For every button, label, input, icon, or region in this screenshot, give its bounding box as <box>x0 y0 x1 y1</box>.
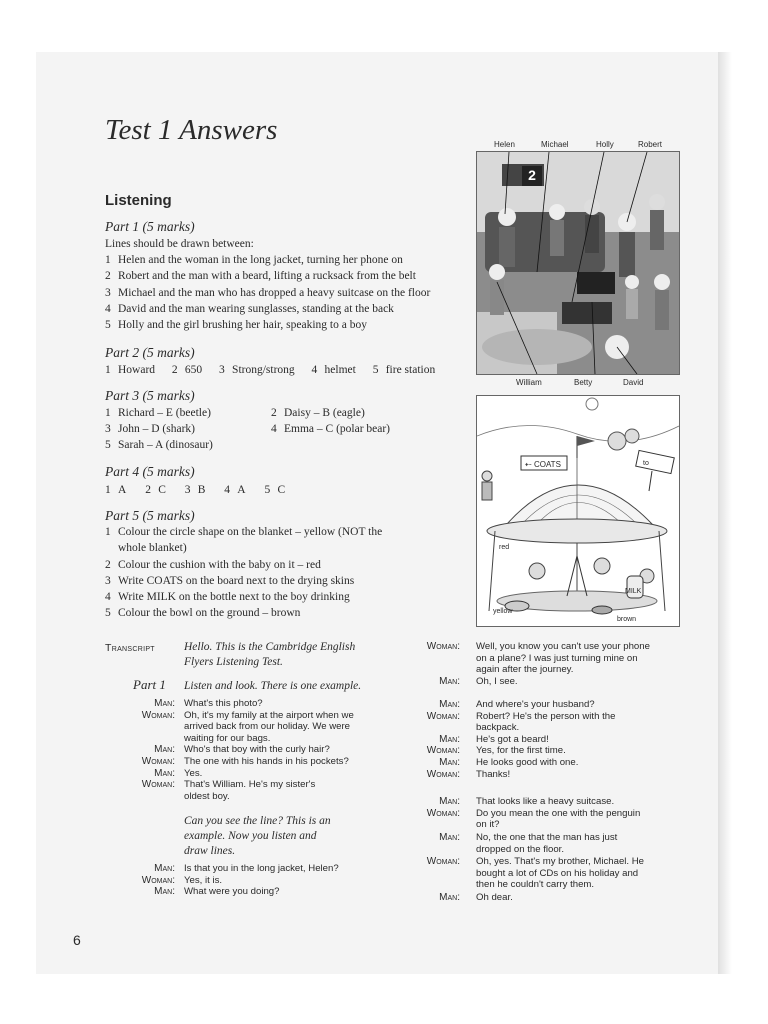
label-yellow: yellow <box>493 608 513 615</box>
line: What's this photo? <box>184 698 263 709</box>
dialogue-left-1 <box>115 698 415 808</box>
speaker: Woman: <box>426 710 460 722</box>
line: And where's your husband? <box>476 699 595 710</box>
section-heading: Listening <box>105 192 172 209</box>
list-item: 4 Write MILK on the bottle next to the boy drinking <box>105 591 350 604</box>
tent-illustration <box>476 395 680 627</box>
line: Do you mean the one with the penguin <box>476 807 641 819</box>
speaker: Woman: <box>426 856 460 867</box>
line: Oh, it's my family at the airport when we <box>184 709 354 721</box>
list-item: 5 Sarah – A (dinosaur) <box>105 439 213 451</box>
line: He looks good with one. <box>476 757 579 768</box>
line: bought a lot of CDs on his holiday and <box>476 867 639 879</box>
list-item: 3 Write COATS on the board next to the drying skins <box>105 574 355 587</box>
line: oldest boy. <box>184 790 230 802</box>
transcript-part-label: Part 1 <box>133 677 166 692</box>
line: backpack. <box>476 722 520 734</box>
part3-heading: Part 3 (5 marks) <box>105 388 195 403</box>
picture-label-betty: Betty <box>574 378 593 387</box>
speaker: Woman: <box>426 768 460 780</box>
line: He's got a beard! <box>476 733 549 745</box>
speaker: Woman: <box>141 709 175 721</box>
line: on a plane? I was just turning mine on <box>476 652 638 664</box>
line: Oh dear. <box>476 892 513 903</box>
part4-answers: 1 A 2 C 3 B 4 A 5 C <box>105 484 286 496</box>
speaker: Woman: <box>141 756 175 767</box>
line: Yes, it is. <box>184 874 223 886</box>
speaker: Man: <box>154 886 175 898</box>
coats-sign: ⇠ COATS <box>525 460 561 469</box>
page-title: Test 1 Answers <box>105 114 278 146</box>
speaker: Man: <box>439 832 460 843</box>
picture-label-william: William <box>516 378 542 387</box>
line: Yes, for the first time. <box>476 745 566 757</box>
line: dropped on the floor. <box>476 843 565 855</box>
line: Robert? He's the person with the <box>476 710 616 722</box>
list-item: 1 Richard – E (beetle) <box>105 407 211 419</box>
line: The one with his hands in his pockets? <box>184 756 349 767</box>
line: Who's that boy with the curly hair? <box>184 744 330 756</box>
speaker: Woman: <box>426 745 460 757</box>
speaker: Man: <box>439 796 460 807</box>
list-item: 4 Emma – C (polar bear) <box>271 423 391 435</box>
list-item: 2 Robert and the man with a beard, lifting a rucksack from the belt <box>105 270 416 283</box>
to-sign: to <box>643 460 649 467</box>
line: Thanks! <box>476 768 511 780</box>
list-item: 2 Colour the cushion with the baby on it – red <box>105 558 321 571</box>
speaker: Man: <box>439 892 460 903</box>
speaker: Man: <box>439 733 460 745</box>
speaker: Man: <box>439 675 460 687</box>
line: Oh, I see. <box>476 675 518 687</box>
list-item: 5 Colour the bowl on the ground – brown <box>105 607 301 620</box>
speaker: Woman: <box>141 874 175 886</box>
speaker: Man: <box>154 744 175 756</box>
line: No, the one that the man has just <box>476 832 618 843</box>
picture-label-robert: Robert <box>638 140 663 149</box>
picture-label-helen: Helen <box>494 140 515 149</box>
speaker: Man: <box>154 767 175 779</box>
line: That's William. He's my sister's <box>184 779 316 791</box>
list-item-continuation: whole blanket) <box>118 542 187 555</box>
part4-heading: Part 4 (5 marks) <box>105 464 195 479</box>
speaker: Man: <box>154 698 175 709</box>
picture-label-michael: Michael <box>541 140 569 149</box>
transcript-label: Transcript <box>105 642 155 654</box>
list-item: 2 Daisy – B (eagle) <box>271 407 365 419</box>
label-brown: brown <box>617 616 637 623</box>
airport-illustration <box>476 151 680 375</box>
part5-list <box>105 524 382 622</box>
page-edge-shadow <box>718 52 732 974</box>
line: Oh, yes. That's my brother, Michael. He <box>476 856 645 867</box>
line: What were you doing? <box>184 886 280 898</box>
list-item: 3 Michael and the man who has dropped a heavy suitcase on the floor <box>105 286 431 299</box>
transcript-example: Can you see the line? This is an example. Now you listen and draw lines. <box>184 815 331 857</box>
line: on it? <box>476 819 500 831</box>
part5-heading: Part 5 (5 marks) <box>105 508 195 523</box>
speaker: Man: <box>154 863 175 874</box>
list-item: 3 John – D (shark) <box>105 423 195 435</box>
line: then he couldn't carry them. <box>476 879 595 891</box>
dialogue-right <box>400 641 700 911</box>
dialogue-left-2 <box>115 863 415 903</box>
carousel-number-sign: 2 <box>528 167 536 183</box>
speaker: Man: <box>439 757 460 768</box>
part2-answers: 1 Howard 2 650 3 Strong/strong 4 helmet 5 fire station <box>105 364 436 376</box>
speaker: Woman: <box>426 807 460 819</box>
part2-heading: Part 2 (5 marks) <box>105 345 195 360</box>
line: Is that you in the long jacket, Helen? <box>184 863 339 874</box>
label-milk: MILK <box>625 588 642 595</box>
line: Well, you know you can't use your phone <box>476 641 650 652</box>
picture-label-holly: Holly <box>596 140 614 149</box>
speaker: Woman: <box>426 641 460 652</box>
list-item: 1 Helen and the woman in the long jacket, turning her phone on <box>105 254 403 266</box>
speaker: Man: <box>439 699 460 710</box>
line: waiting for our bags. <box>184 732 271 744</box>
line: again after the journey. <box>476 664 574 676</box>
list-item: 1 Colour the circle shape on the blanket – yellow (NOT the <box>105 526 383 538</box>
page-number: 6 <box>73 932 81 948</box>
picture-label-david: David <box>623 378 644 387</box>
list-item: 4 David and the man wearing sunglasses, standing at the back <box>105 302 394 315</box>
part1-intro: Lines should be drawn between: <box>105 238 254 250</box>
transcript-instruction: Listen and look. There is one example. <box>184 680 362 692</box>
transcript-intro: Hello. This is the Cambridge English Flyers Listening Test. <box>184 641 356 668</box>
line: Yes. <box>184 767 203 779</box>
line: arrived back from our holiday. We were <box>184 721 351 733</box>
label-red: red <box>499 544 510 551</box>
part1-list <box>105 252 430 333</box>
line: That looks like a heavy suitcase. <box>476 796 615 807</box>
part1-heading: Part 1 (5 marks) <box>105 219 195 234</box>
list-item: 5 Holly and the girl brushing her hair, speaking to a boy <box>105 319 367 332</box>
speaker: Woman: <box>141 779 175 791</box>
